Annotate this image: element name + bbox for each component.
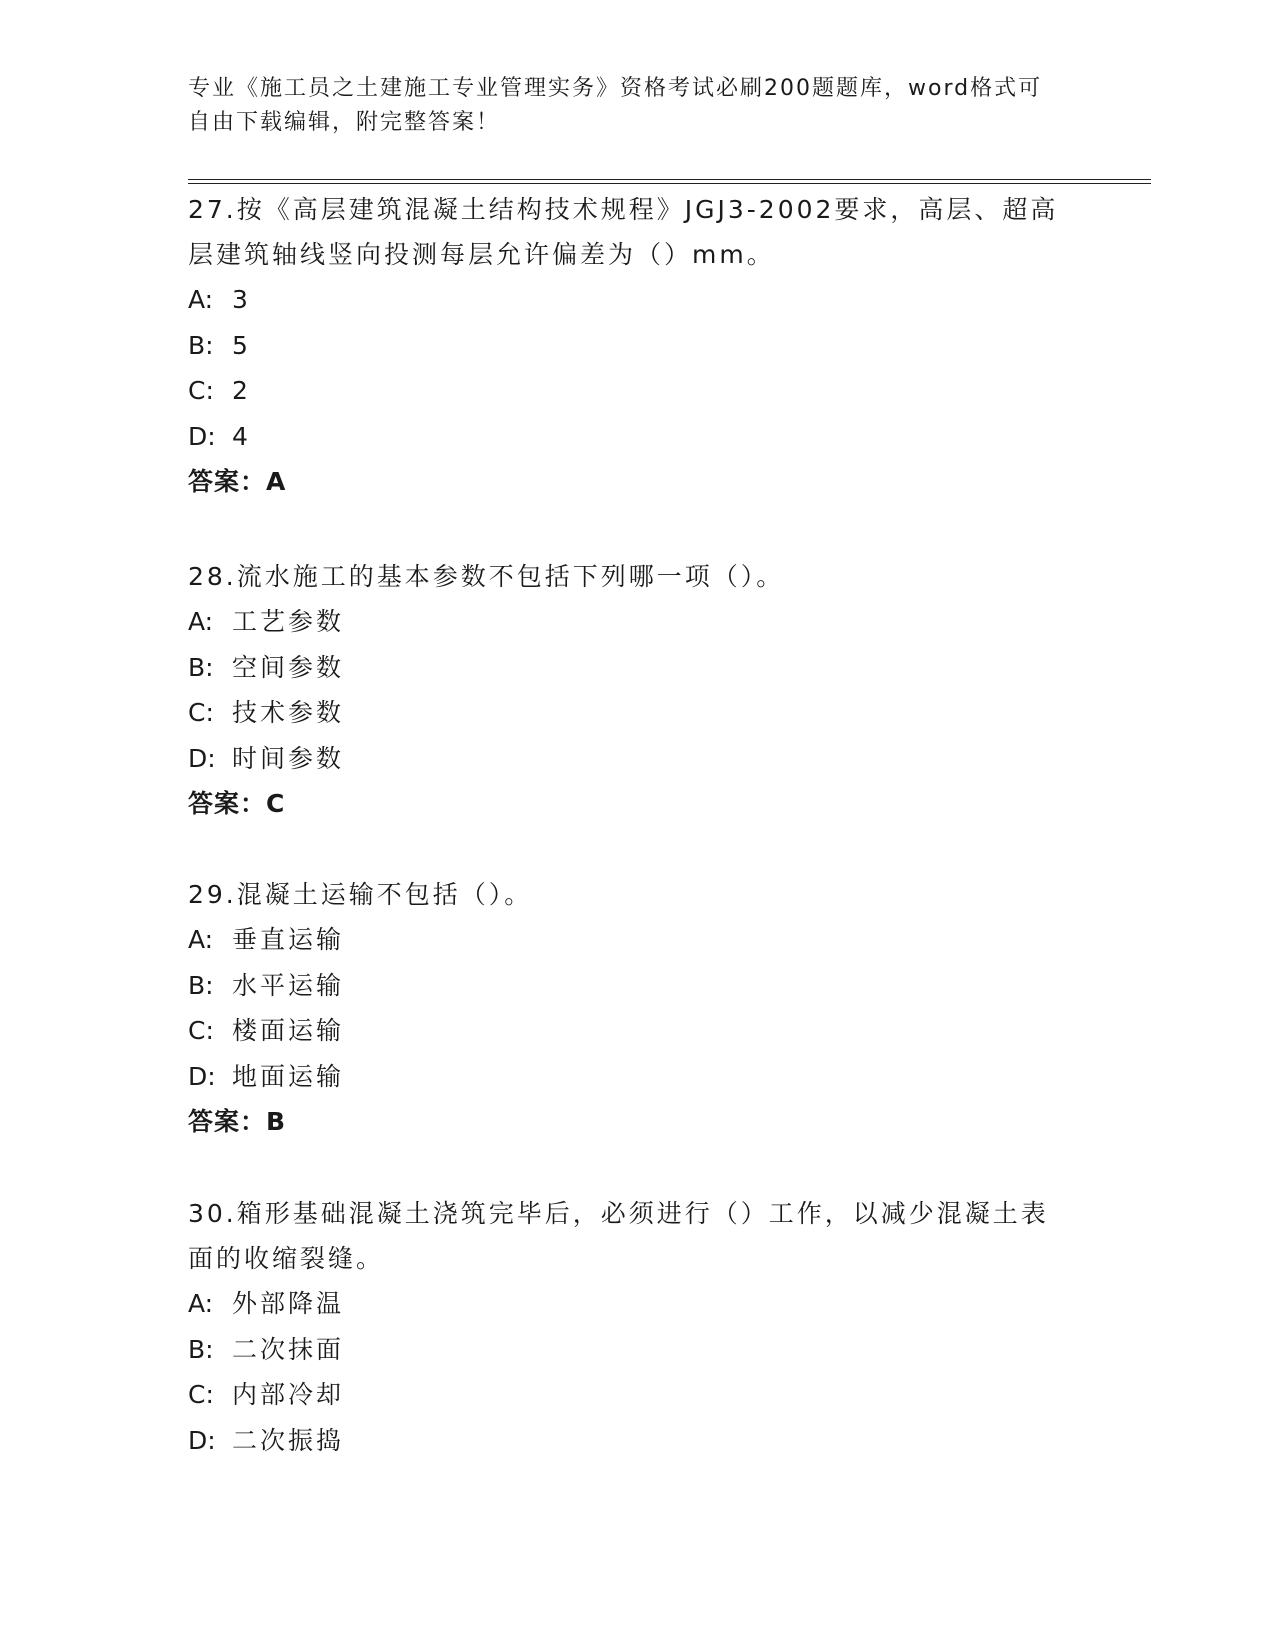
answer-line: 答案：C — [188, 789, 286, 818]
question-stem-line: 层建筑轴线竖向投测每层允许偏差为（）mm。 — [188, 240, 775, 269]
option-text: 垂直运输 — [232, 925, 345, 954]
header-divider-bottom — [188, 183, 1151, 184]
option-letter: D: — [188, 421, 216, 451]
option-d — [188, 736, 1078, 782]
option-letter: B: — [188, 330, 214, 360]
option-letter: A: — [188, 607, 214, 636]
answer-line: 答案：A — [188, 467, 287, 496]
option-letter: D: — [188, 1425, 216, 1455]
option-text: 外部降温 — [232, 1289, 345, 1318]
question-stem-line: 30.箱形基础混凝土浇筑完毕后，必须进行（）工作，以减少混凝土表 — [188, 1199, 1049, 1228]
option-d — [188, 414, 1078, 460]
question-stem-line: 27.按《高层建筑混凝土结构技术规程》JGJ3-2002要求，高层、超高 — [188, 195, 1059, 224]
question-stem — [188, 872, 1078, 917]
option-text: 楼面运输 — [232, 1016, 345, 1045]
option-text: 时间参数 — [232, 743, 345, 773]
option-letter: D: — [188, 1061, 216, 1091]
option-a — [188, 1281, 1078, 1327]
option-b — [188, 963, 1078, 1009]
option-text: 二次振捣 — [232, 1425, 345, 1455]
option-letter: B: — [188, 652, 214, 682]
option-text: 水平运输 — [232, 970, 345, 1000]
option-b — [188, 323, 1078, 369]
option-letter: B: — [188, 1334, 214, 1364]
option-c — [188, 1372, 1078, 1418]
option-letter: D: — [188, 743, 216, 773]
question-stem — [188, 187, 1078, 277]
question-27 — [188, 187, 1078, 504]
option-letter: C: — [188, 376, 214, 405]
option-text: 3 — [232, 285, 251, 314]
header-line-2: 自由下载编辑，附完整答案！ — [188, 110, 501, 135]
option-b — [188, 645, 1078, 691]
question-stem-line: 29.混凝土运输不包括（）。 — [188, 880, 533, 909]
question-30 — [188, 1191, 1078, 1463]
option-a — [188, 599, 1078, 645]
option-text: 4 — [232, 421, 251, 451]
option-letter: C: — [188, 698, 214, 727]
option-c — [188, 1008, 1078, 1054]
option-text: 二次抹面 — [232, 1334, 345, 1364]
option-text: 5 — [232, 330, 251, 360]
question-stem — [188, 1191, 1078, 1281]
option-a — [188, 917, 1078, 963]
header-divider-top — [188, 179, 1151, 180]
option-letter: C: — [188, 1016, 214, 1045]
option-c — [188, 368, 1078, 414]
question-stem — [188, 554, 1078, 599]
header-line-1: 专业《施工员之土建施工专业管理实务》资格考试必刷200题题库，word格式可 — [188, 76, 1043, 101]
option-text: 2 — [232, 376, 251, 405]
question-stem-line: 面的收缩裂缝。 — [188, 1244, 385, 1273]
document-header — [188, 72, 1068, 140]
option-letter: A: — [188, 925, 214, 954]
option-text: 内部冷却 — [232, 1380, 345, 1409]
option-d — [188, 1418, 1078, 1464]
option-letter: A: — [188, 285, 214, 314]
option-d — [188, 1054, 1078, 1100]
option-text: 地面运输 — [232, 1061, 345, 1091]
option-text: 工艺参数 — [232, 607, 345, 636]
option-letter: A: — [188, 1289, 214, 1318]
option-c — [188, 690, 1078, 736]
question-29 — [188, 872, 1078, 1144]
option-text: 空间参数 — [232, 652, 345, 682]
question-28 — [188, 554, 1078, 826]
option-text: 技术参数 — [232, 698, 345, 727]
option-letter: B: — [188, 970, 214, 1000]
option-b — [188, 1327, 1078, 1373]
question-stem-line: 28.流水施工的基本参数不包括下列哪一项（）。 — [188, 562, 785, 591]
option-letter: C: — [188, 1380, 214, 1409]
answer-line: 答案：B — [188, 1107, 287, 1136]
option-a — [188, 277, 1078, 323]
